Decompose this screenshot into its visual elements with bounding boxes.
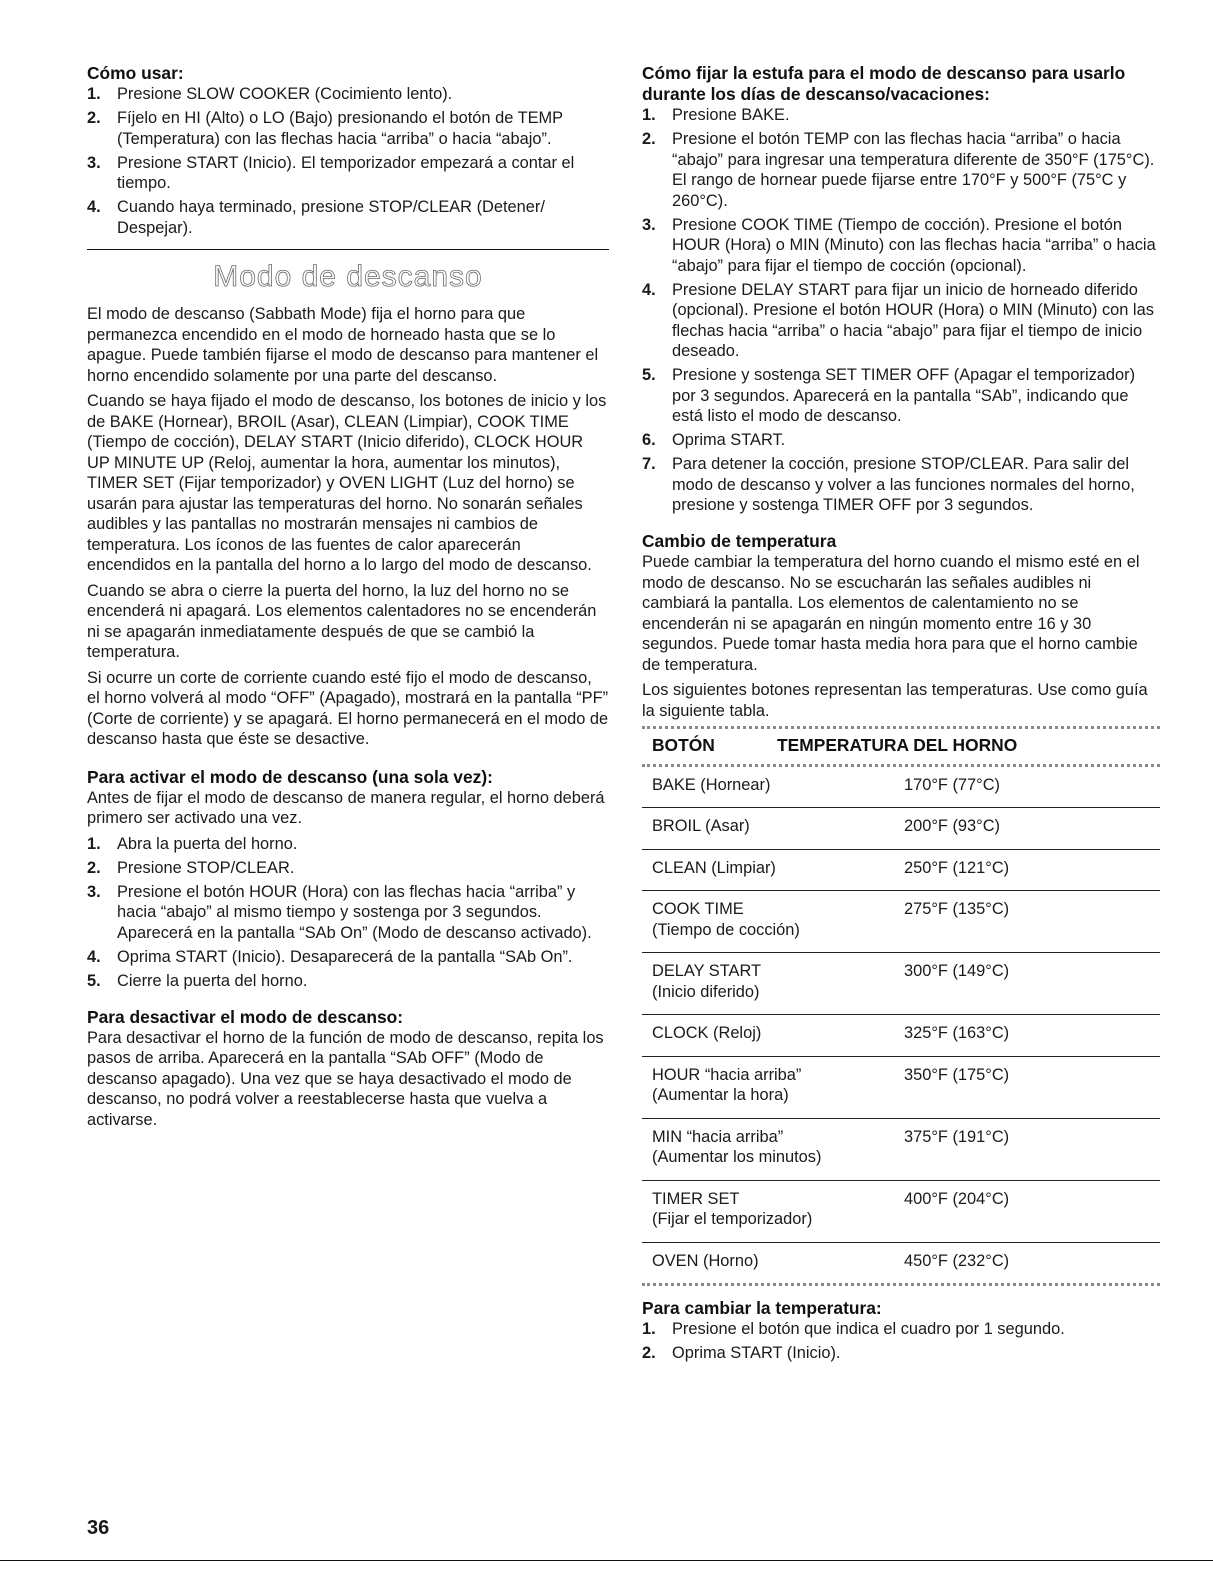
left-column <box>87 63 609 1135</box>
table-row <box>642 1118 1160 1180</box>
spacer <box>642 519 1160 531</box>
list-item <box>642 215 1160 277</box>
column-header-temperatura: TEMPERATURA DEL HORNO <box>777 735 1018 755</box>
step-text: Presione BAKE. <box>672 106 790 124</box>
list-item <box>642 1319 1160 1340</box>
boton-name: HOUR “hacia arriba” <box>652 1065 802 1084</box>
table-header-row <box>642 729 1160 764</box>
boton-name: MIN “hacia arriba” <box>652 1127 784 1146</box>
boton-name: DELAY START <box>652 962 762 980</box>
boton-description: (Fijar el temporizador) <box>652 1210 813 1228</box>
boton-name: BROIL (Asar) <box>652 817 750 835</box>
table-row <box>642 849 1160 891</box>
list-item <box>87 882 609 944</box>
boton-cell <box>642 1242 894 1283</box>
step-number: 4. <box>87 198 101 216</box>
step-text: Presione el botón TEMP con las flechas hacia “arriba” o hacia “abajo” para ingresar una temperatura diferente de 350°F (175°C). El rango de hornear puede fijarse entre 170°F y 500°F (75°C y 260°C). <box>672 130 1155 210</box>
table-row <box>642 767 1160 808</box>
section-divider <box>87 249 609 250</box>
body-paragraph: Cuando se abra o cierre la puerta del horno, la luz del horno no se encenderá ni apagará. Los elementos calentadores no se encenderán ni se apagarán inmediatamente después de que se cambió la temperatura. <box>87 581 597 661</box>
step-number: 5. <box>642 366 656 384</box>
boton-name: CLOCK (Reloj) <box>652 1024 762 1042</box>
step-text: Para detener la cocción, presione STOP/CLEAR. Para salir del modo de descanso y volver a las funciones normales del horno, presione y sostenga TIMER OFF por 3 segundos. <box>672 455 1135 514</box>
list-item <box>642 454 1160 516</box>
boton-description: (Tiempo de cocción) <box>652 920 800 939</box>
step-text: Presione START (Inicio). El temporizador empezará a contar el tiempo. <box>117 153 575 192</box>
boton-cell <box>642 1056 894 1118</box>
boton-cell <box>642 767 894 808</box>
right-column <box>642 63 1160 1367</box>
boton-cell <box>642 1118 894 1180</box>
como-usar-heading: Cómo usar: <box>87 63 184 83</box>
activar-intro: Antes de fijar el modo de descanso de manera regular, el horno deberá primero ser activado una vez. <box>87 788 605 827</box>
table-row <box>642 1242 1160 1283</box>
table-row <box>642 1056 1160 1118</box>
fijar-steps <box>642 105 1160 516</box>
step-number: 1. <box>87 85 101 103</box>
boton-cell <box>642 1015 894 1057</box>
temp-cell: 275°F (135°C) <box>904 900 1010 918</box>
temp-cell: 200°F (93°C) <box>904 817 1001 835</box>
step-text: Presione COOK TIME (Tiempo de cocción). Presione el botón HOUR (Hora) o MIN (Minuto) con las flechas hacia “arriba” o hacia “abajo” para fijar el tiempo de cocción (opcional). <box>672 215 1156 275</box>
list-item <box>642 280 1160 362</box>
boton-name: BAKE (Hornear) <box>652 775 771 794</box>
temp-cell: 375°F (191°C) <box>904 1127 1010 1146</box>
body-paragraph: Si ocurre un corte de corriente cuando esté fijo el modo de descanso, el horno volverá al modo “OFF” (Apagado), mostrará en la pantalla “PF” (Corte de corriente) y se apagará. El horno permanecerá en el modo de descanso hasta que éste se desactive. <box>87 668 609 748</box>
temp-cell: 350°F (175°C) <box>904 1065 1010 1084</box>
temp-cell: 450°F (232°C) <box>904 1251 1010 1270</box>
list-item <box>87 971 609 992</box>
spacer <box>87 995 609 1007</box>
temp-cell: 400°F (204°C) <box>904 1189 1010 1208</box>
boton-description: (Aumentar la hora) <box>652 1086 789 1104</box>
desactivar-text: Para desactivar el horno de la función de modo de descanso, repita los pasos de arriba. Aparecerá en la pantalla “SAb OFF” (Modo de descanso apagado). Una vez que se haya desactivado el modo de descanso, no podrá volver a reestablecerse hasta que vuelva a activarse. <box>87 1028 604 1129</box>
page-number: 36 <box>87 1517 110 1539</box>
temp-cell: 170°F (77°C) <box>904 775 1001 794</box>
step-text: Presione STOP/CLEAR. <box>117 858 295 877</box>
step-number: 1. <box>642 1320 656 1338</box>
step-number: 5. <box>87 971 101 990</box>
step-number: 6. <box>642 431 656 449</box>
list-item <box>87 834 609 855</box>
list-item <box>87 84 609 105</box>
step-text: Cierre la puerta del horno. <box>117 971 308 990</box>
footer-rule <box>0 1560 1213 1561</box>
temperature-table <box>642 729 1160 764</box>
list-item <box>87 858 609 879</box>
cambiar-steps <box>642 1319 1160 1364</box>
temp-cell: 325°F (163°C) <box>904 1024 1010 1042</box>
list-item <box>642 1343 1160 1364</box>
step-number: 2. <box>642 130 656 148</box>
table-row <box>642 891 1160 953</box>
table-row <box>642 953 1160 1015</box>
step-text: Presione DELAY START para fijar un inicio de horneado diferido (opcional). Presione el botón HOUR (Hora) o MIN (Minuto) con las flechas hacia “arriba” o hacia “abajo” para fijar el tiempo de inicio deseado. <box>672 280 1154 360</box>
body-paragraph: Puede cambiar la temperatura del horno cuando el mismo esté en el modo de descanso. No se escucharán las señales audibles ni cambiará la pantalla. Los elementos de calentamiento no se encenderán ni se apagarán en ningún momento entre 16 y 30 segundos. Puede tomar hasta media hora para que el horno cambie de temperatura. <box>642 553 1140 674</box>
boton-name: CLEAN (Limpiar) <box>652 858 776 877</box>
body-paragraph: Los siguientes botones representan las temperaturas. Use como guía la siguiente tabla. <box>642 681 1148 720</box>
spacer <box>87 755 609 767</box>
boton-cell <box>642 891 894 953</box>
table-row <box>642 1015 1160 1057</box>
step-number: 3. <box>87 882 101 901</box>
como-usar-steps <box>87 84 609 238</box>
spacer <box>642 1286 1160 1298</box>
boton-name: OVEN (Horno) <box>652 1251 759 1270</box>
boton-description: (Aumentar los minutos) <box>652 1148 822 1166</box>
list-item <box>87 197 609 238</box>
step-number: 4. <box>87 947 101 966</box>
list-item <box>642 430 1160 451</box>
step-text: Oprima START (Inicio). <box>672 1344 841 1362</box>
boton-cell <box>642 1180 894 1242</box>
activar-steps <box>87 834 609 992</box>
body-paragraph: El modo de descanso (Sabbath Mode) fija el horno para que permanezca encendido en el modo de horneado hasta que se lo apague. Puede también fijarse el modo de descanso para mantener el horno encendido solamente por una parte del descanso. <box>87 305 599 385</box>
list-item <box>642 365 1160 427</box>
step-text: Cuando haya terminado, presione STOP/CLEAR (Detener/ Despejar). <box>117 198 545 237</box>
list-item <box>642 105 1160 126</box>
step-text: Oprima START (Inicio). Desaparecerá de la pantalla “SAb On”. <box>117 947 573 966</box>
boton-name: COOK TIME <box>652 900 744 918</box>
step-text: Oprima START. <box>672 431 786 449</box>
list-item <box>87 947 609 968</box>
boton-cell <box>642 953 894 1015</box>
step-number: 7. <box>642 455 656 473</box>
activar-heading: Para activar el modo de descanso (una sola vez): <box>87 766 493 787</box>
list-item <box>642 129 1160 211</box>
step-number: 3. <box>87 153 101 172</box>
boton-description: (Inicio diferido) <box>652 982 760 1001</box>
step-number: 3. <box>642 215 656 234</box>
list-item <box>87 108 609 149</box>
step-number: 2. <box>87 109 101 127</box>
step-number: 1. <box>87 834 101 853</box>
boton-cell <box>642 808 894 850</box>
step-text: Presione el botón HOUR (Hora) con las flechas hacia “arriba” y hacia “abajo” al mismo tiempo y sostenga por 3 segundos. Aparecerá en la pantalla “SAb On” (Modo de descanso activado). <box>117 882 592 942</box>
body-paragraph: Cuando se haya fijado el modo de descanso, los botones de inicio y los de BAKE (Hornear), BROIL (Asar), CLEAN (Limpiar), COOK TIME (Tiempo de cocción), DELAY START (Inicio diferido), CLOCK HOUR UP MINUTE UP (Reloj, aumentar la hora, aumentar los minutos), TIMER SET (Fijar temporizador) y OVEN LIGHT (Luz del horno) se usarán para ajustar las temperaturas del horno. No sonarán señales audibles y las pantallas no mostrarán mensajes ni cambios de temperatura. Los íconos de las fuentes de calor aparecerán encendidos en la pantalla del horno a lo largo del modo de descanso. <box>87 392 607 574</box>
temp-cell: 250°F (121°C) <box>904 858 1010 877</box>
step-number: 4. <box>642 280 656 299</box>
step-text: Presione el botón que indica el cuadro por 1 segundo. <box>672 1320 1065 1338</box>
temp-cell: 300°F (149°C) <box>904 962 1010 980</box>
temperature-table-body <box>642 767 1160 1284</box>
boton-name: TIMER SET <box>652 1189 740 1208</box>
fijar-heading: Cómo fijar la estufa para el modo de descanso para usarlo durante los días de descanso/vacaciones: <box>642 63 1126 104</box>
step-text: Fíjelo en HI (Alto) o LO (Bajo) presionando el botón de TEMP (Temperatura) con las flechas hacia “arriba” o hacia “abajo”. <box>117 109 563 148</box>
table-row <box>642 808 1160 850</box>
step-number: 2. <box>642 1344 656 1362</box>
table-row <box>642 1180 1160 1242</box>
step-text: Abra la puerta del horno. <box>117 834 298 853</box>
desactivar-heading: Para desactivar el modo de descanso: <box>87 1006 404 1027</box>
step-number: 2. <box>87 858 101 877</box>
boton-cell <box>642 849 894 891</box>
cambio-heading: Cambio de temperatura <box>642 531 837 551</box>
section-title: Modo de descanso <box>213 260 483 293</box>
step-text: Presione SLOW COOKER (Cocimiento lento). <box>117 85 453 103</box>
column-header-boton: BOTÓN <box>652 735 715 755</box>
step-text: Presione y sostenga SET TIMER OFF (Apagar el temporizador) por 3 segundos. Aparecerá en la pantalla “SAb”, indicando que está listo el modo de descanso. <box>672 366 1136 425</box>
cambiar-heading: Para cambiar la temperatura: <box>642 1298 882 1318</box>
step-number: 1. <box>642 106 656 124</box>
list-item <box>87 153 609 194</box>
